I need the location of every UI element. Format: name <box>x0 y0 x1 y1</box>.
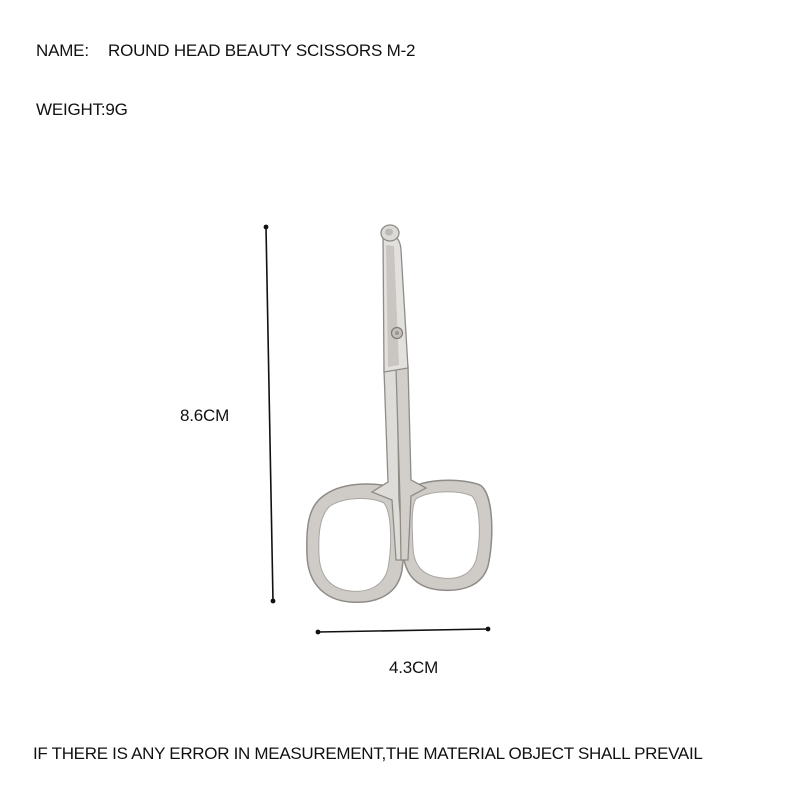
left-handle-hole <box>319 498 391 591</box>
width-dimension-left-cap <box>316 630 321 635</box>
product-name-label: NAME: <box>36 41 89 60</box>
height-dimension-top-cap <box>264 225 269 230</box>
height-dimension-bottom-cap <box>271 599 276 604</box>
measurement-disclaimer: IF THERE IS ANY ERROR IN MEASUREMENT,THE MATERIAL OBJECT SHALL PREVAIL <box>33 744 703 763</box>
product-name-value: ROUND HEAD BEAUTY SCISSORS M-2 <box>108 41 416 60</box>
width-measurement-label: 4.3CM <box>389 658 439 677</box>
scissors-icon <box>307 225 492 602</box>
pivot-screw-center <box>395 331 399 335</box>
height-measurement-label: 8.6CM <box>180 406 230 425</box>
product-weight: WEIGHT:9G <box>36 100 128 119</box>
round-tip-highlight <box>385 229 393 236</box>
right-handle-hole <box>412 492 479 579</box>
width-dimension-line <box>318 629 488 632</box>
width-dimension-right-cap <box>486 627 491 632</box>
height-dimension-line <box>266 227 273 601</box>
